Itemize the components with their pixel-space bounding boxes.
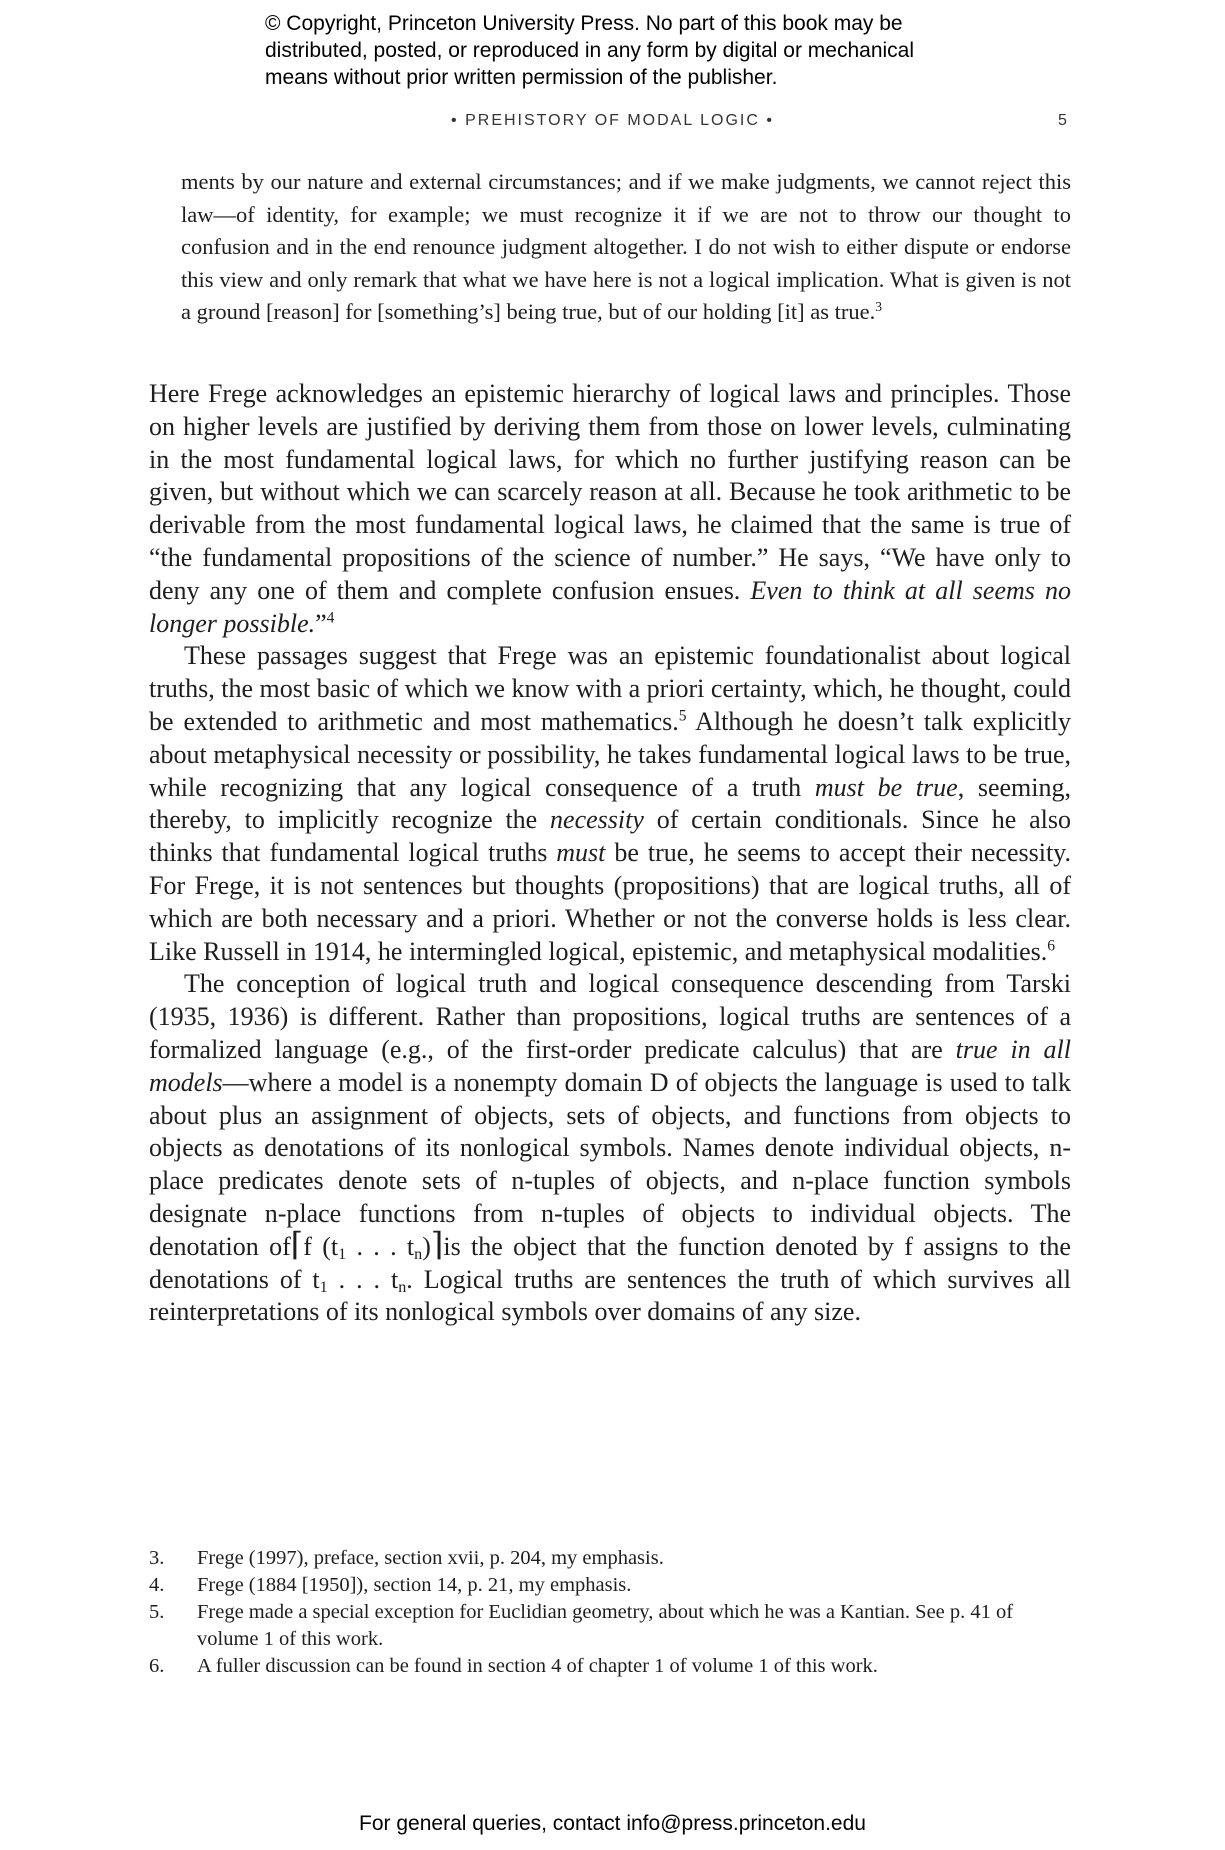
footnote-number: 6. — [149, 1655, 165, 1677]
paragraph-2 — [149, 640, 1071, 968]
footnote-3 — [149, 1545, 1071, 1572]
denotation-subscript-1: 1 — [319, 1278, 328, 1296]
footnote-ref-3[interactable]: 3 — [875, 299, 882, 315]
denotation-subscript-n: n — [398, 1278, 407, 1296]
corner-quote-open: ⌈ — [290, 1225, 304, 1262]
body-text — [149, 378, 1071, 1329]
contact-footer: For general queries, contact info@press.princeton.edu — [359, 1812, 866, 1835]
footnote-number: 4. — [149, 1574, 165, 1596]
footnote-number: 3. — [149, 1547, 165, 1569]
footnote-ref-6[interactable]: 6 — [1047, 937, 1056, 955]
paragraph-2-text-d: of certain conditionals. Since he also thinks that fundamental logical truths — [149, 805, 1071, 868]
formula-close-paren: ) — [422, 1231, 431, 1261]
paragraph-1 — [149, 378, 1071, 640]
paragraph-2-text-c: , seeming, thereby, to implicitly recognize the — [149, 772, 1071, 835]
copyright-line: distributed, posted, or reproduced in any form by digital or mechanical — [265, 39, 915, 62]
footnote-number: 5. — [149, 1601, 165, 1623]
formula-dots: . . . t — [346, 1231, 415, 1261]
paragraph-2-italic-c: must — [556, 838, 606, 868]
footnote-5 — [149, 1599, 1071, 1653]
block-quote-text: ments by our nature and external circumstances; and if we make judgments, we cannot reject this law—of identity, for example; we must recognize it if we are not to throw our thought to confusion and in the end renounce judgment altogether. I do not wish to either dispute or endorse this view and only remark that what we have here is not a logical implication. What is given is not a ground [reason] for [something’s] being true, but of our holding [it] as true. — [181, 169, 1071, 325]
paragraph-1-closing-quote: ” — [315, 608, 327, 638]
footnote-ref-4[interactable]: 4 — [326, 609, 335, 627]
formula-subscript-1: 1 — [338, 1245, 347, 1263]
footnote-ref-5[interactable]: 5 — [678, 707, 687, 725]
footnote-text: Frege (1997), preface, section xvii, p. 204, my emphasis. — [197, 1547, 664, 1569]
paragraph-2-text-a: These passages suggest that Frege was an epistemic foundationalist about logical truths, the most basic of which we know with a priori certainty, which, he thought, could be extended to arithmetic and most mathematics. — [149, 641, 1071, 736]
formula-subscript-n: n — [414, 1245, 423, 1263]
block-quote — [181, 166, 1071, 329]
paragraph-2-italic-a: must be true — [814, 772, 958, 802]
paragraph-3-text-a: The conception of logical truth and logical consequence descending from Tarski (1935, 1936) is different. Rather than propositions, logical truths are sentences of a formalized language (e.g., of the first-order predicate calculus) that are — [149, 969, 1071, 1064]
paragraph-3 — [149, 968, 1071, 1329]
corner-quote-close: ⌉ — [430, 1225, 444, 1262]
copyright-line: means without prior written permission of the publisher. — [265, 66, 778, 89]
footnote-text: A fuller discussion can be found in section 4 of chapter 1 of volume 1 of this work. — [197, 1655, 878, 1677]
paragraph-3-italic-a: true in all models — [149, 1034, 1071, 1097]
page-number: 5 — [1058, 112, 1067, 129]
paragraph-2-italic-b: necessity — [550, 805, 644, 835]
paragraph-1-text: Here Frege acknowledges an epistemic hierarchy of logical laws and principles. Those on higher levels are justified by deriving them from those on lower levels, culminating in the most fundamental logical laws, for which no further justifying reason can be given, but without which we can scarcely reason at all. Because he took arithmetic to be derivable from the most fundamental logical laws, he claimed that the same is true of “the fundamental propositions of the science of number.” He says, “We have only to deny any one of them and complete confusion ensues. — [149, 379, 1071, 605]
copyright-line: © Copyright, Princeton University Press. No part of this book may be — [265, 12, 903, 35]
footnote-text: Frege (1884 [1950]), section 14, p. 21, my emphasis. — [197, 1574, 632, 1596]
paragraph-3-text-b: —where a model is a nonempty domain D of objects the language is used to talk about plus an assignment of objects, sets of objects, and functions from objects to objects as denotations of its nonlogical symbols. Names denote individual objects, n-place predicates denote sets of n-tuples of objects, and n-place function symbols designate n-place functions from n-tuples of objects to individual objects. The denotation of — [149, 1067, 1071, 1261]
copyright-notice — [265, 10, 1025, 91]
paragraph-3-text-c: is the object that the function denoted by f assigns to the denotations of t — [149, 1231, 1071, 1294]
paragraph-1-italic: Even to think at all seems no longer possible. — [149, 575, 1072, 638]
footnote-text: Frege made a special exception for Euclidian geometry, about which he was a Kantian. See p. 41 of volume 1 of this work. — [197, 1601, 1014, 1650]
paragraph-2-text-e: be true, he seems to accept their necessity. For Frege, it is not sentences but thoughts (propositions) that are logical truths, all of which are both necessary and a priori. Whether or not the converse holds is less clear. Like Russell in 1914, he intermingled logical, epistemic, and metaphysical modalities. — [149, 838, 1071, 966]
footnotes — [149, 1545, 1071, 1680]
paragraph-3-text-e: . Logical truths are sentences the truth of which survives all reinterpretations of its nonlogical symbols over domains of any size. — [149, 1264, 1071, 1327]
paragraph-3-text-d: . . . t — [327, 1264, 399, 1294]
footnote-4 — [149, 1572, 1071, 1599]
paragraph-2-text-b: Although he doesn’t talk explicitly about metaphysical necessity or possibility, he takes fundamental logical laws to be true, while recognizing that any logical consequence of a truth — [149, 706, 1071, 802]
footnote-6 — [149, 1653, 1071, 1680]
formula-function: f (t — [303, 1231, 339, 1261]
running-head: • PREHISTORY OF MODAL LOGIC • — [451, 112, 774, 129]
